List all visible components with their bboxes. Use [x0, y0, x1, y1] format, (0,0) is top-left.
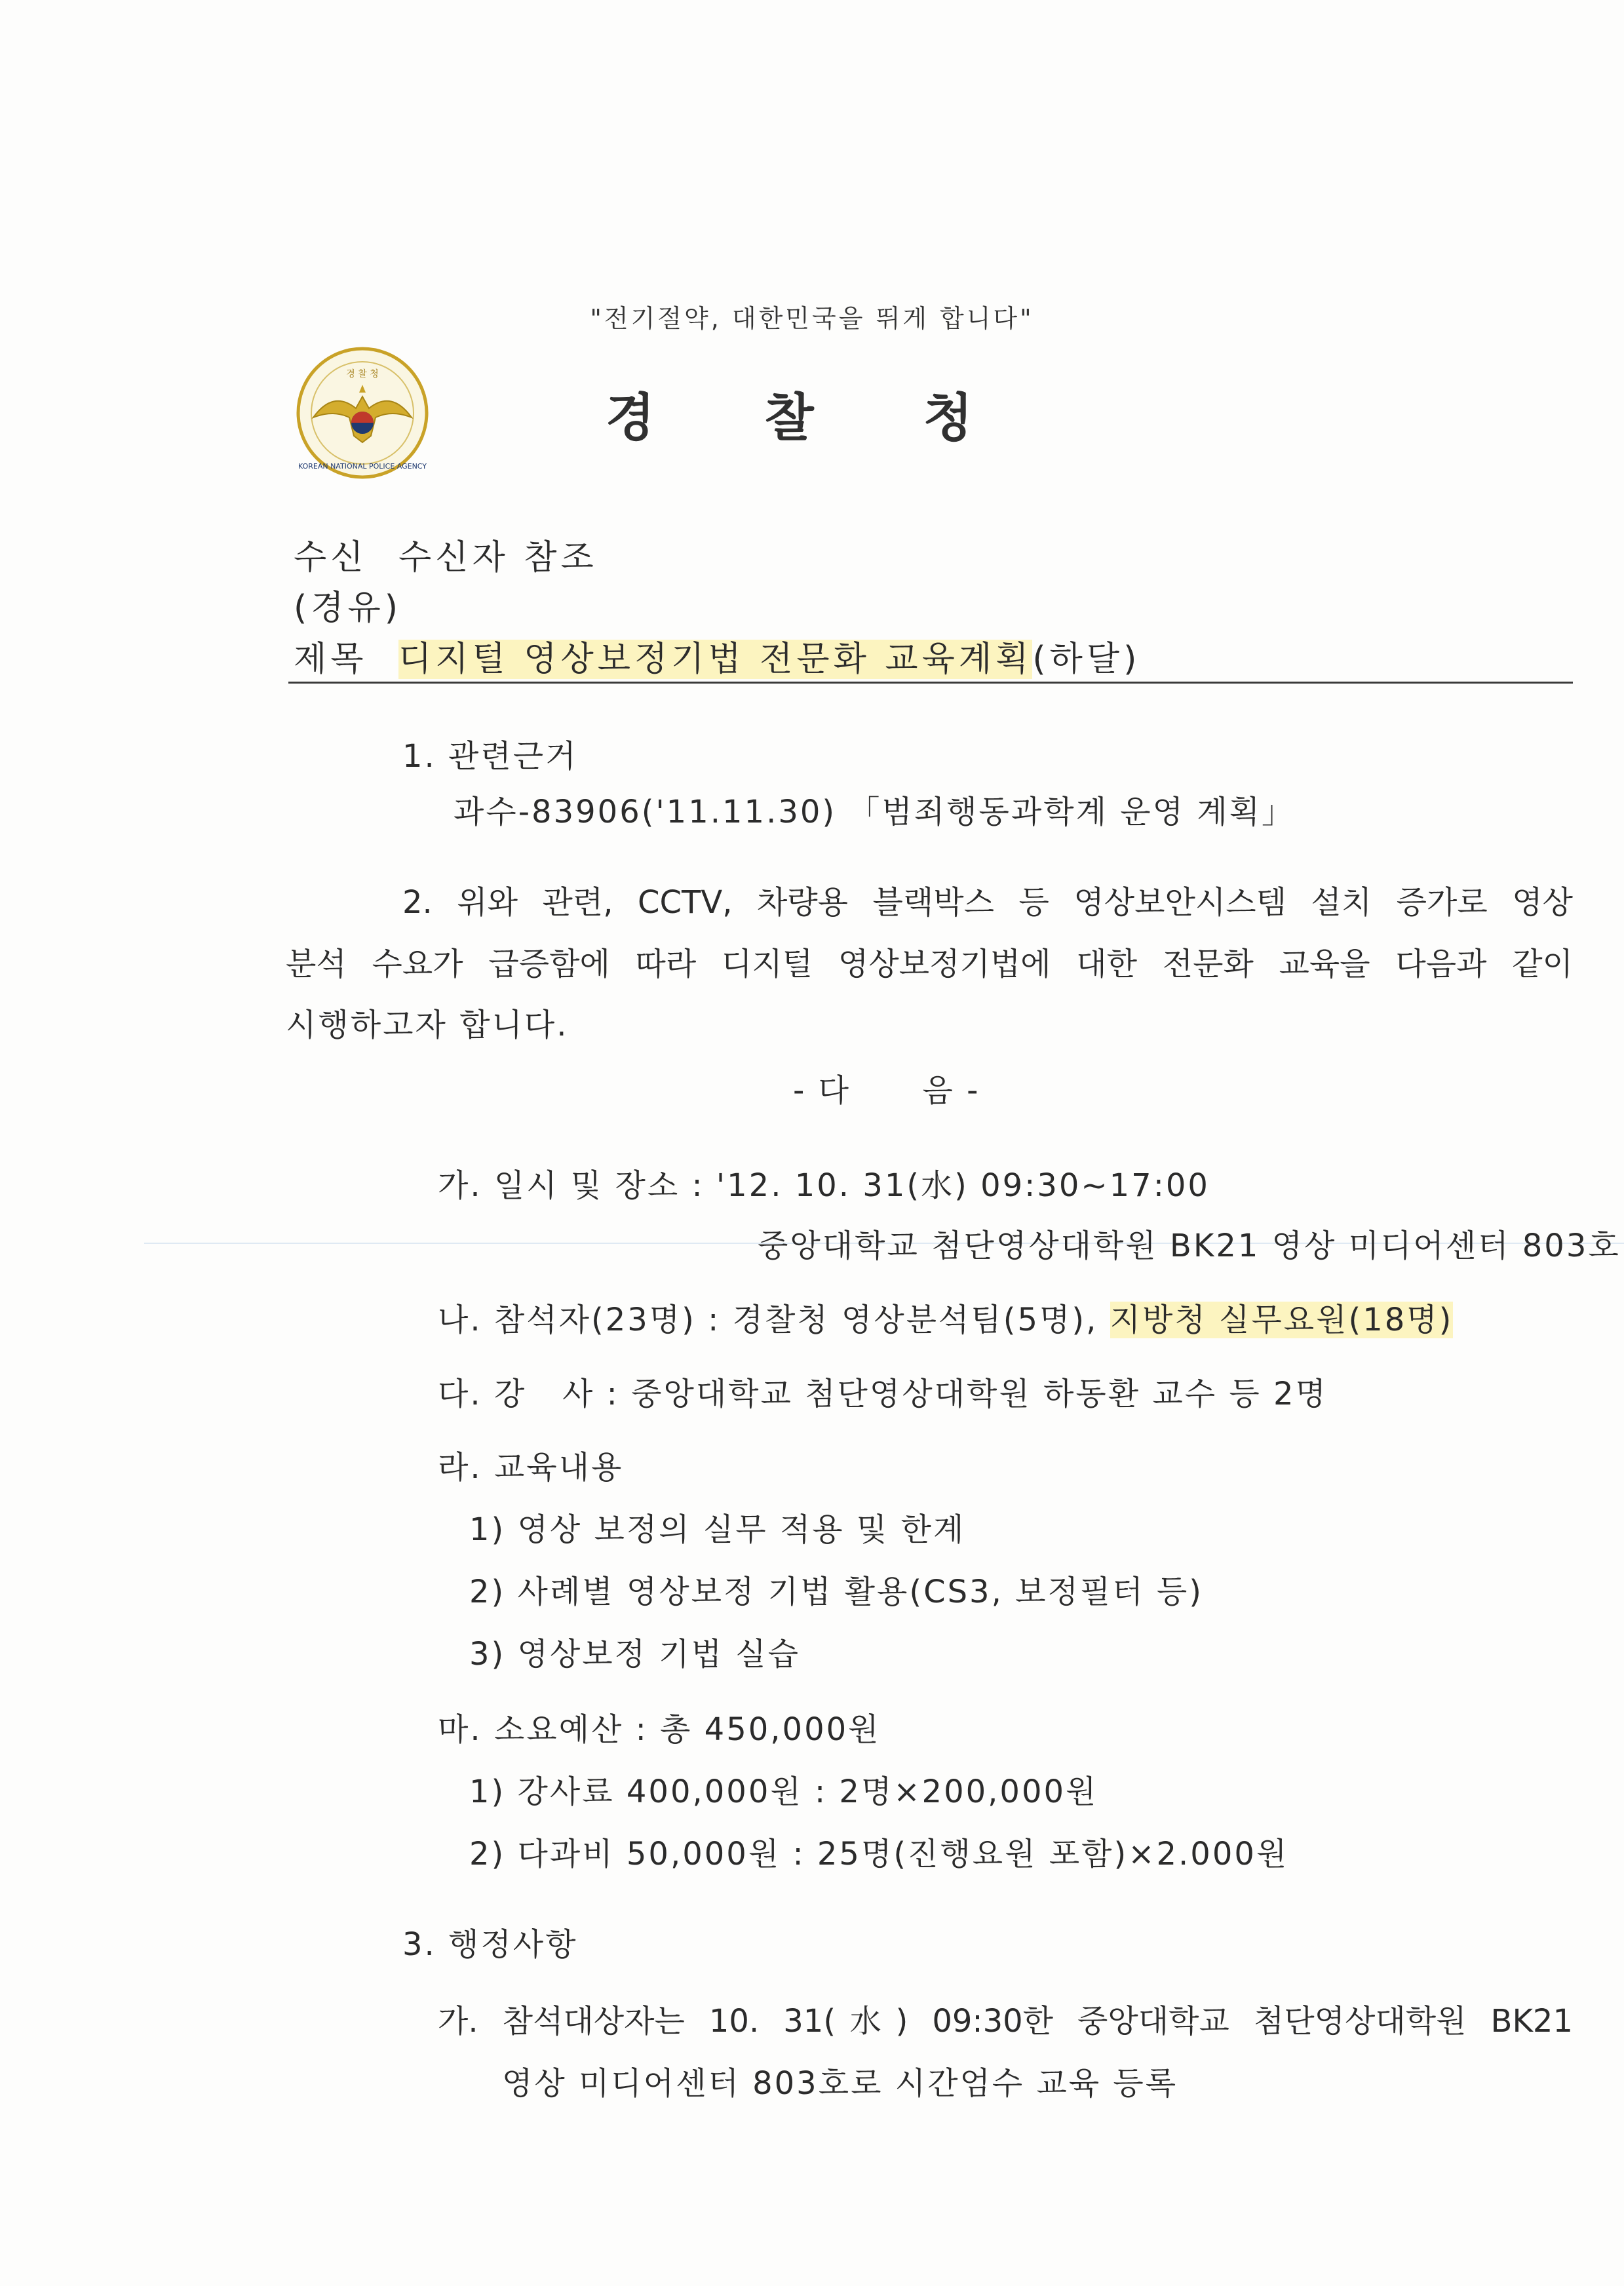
- item-na-highlight: 지방청 실무요원(18명): [1110, 1302, 1454, 1338]
- list-item: 2) 사례별 영상보정 기법 활용(CS3, 보정필터 등): [469, 1574, 1203, 1610]
- item-na: [438, 1294, 1453, 1340]
- recipient-line: [294, 530, 598, 579]
- section-1-title: 1. 관련근거: [402, 738, 578, 775]
- subject-value: 디지털 영상보정기법 전문화 교육계획: [398, 640, 1033, 679]
- section-3-title: 3. 행정사항: [402, 1926, 578, 1963]
- item-da: 다. 강 사 : 중앙대학교 첨단영상대학원 하동환 교수 등 2명: [438, 1376, 1328, 1412]
- item-ga-line-2: 중앙대학교 첨단영상대학원 BK21 영상 미디어센터 803호: [758, 1228, 1621, 1264]
- section-3-ga-line-1: 가. 참석대상자는 10. 31(水) 09:30한 중앙대학교 첨단영상대학원 BK21: [438, 2003, 1573, 2040]
- recipient-label: 수신: [294, 538, 368, 577]
- subject-label: 제목: [294, 640, 368, 679]
- item-na-text: 나. 참석자(23명) : 경찰청 영상분석팀(5명),: [438, 1302, 1110, 1338]
- subject-line: [294, 631, 1140, 680]
- emblem-ring-text: KOREAN NATIONAL POLICE AGENCY: [298, 462, 427, 471]
- item-ga-line-1: 가. 일시 및 장소 : '12. 10. 31(水) 09:30~17:00: [438, 1167, 1210, 1204]
- section-1-text: 과수-83906('11.11.30) 「범죄행동과학계 운영 계획」: [454, 794, 1295, 830]
- item-ra-title: 라. 교육내용: [438, 1449, 624, 1486]
- section-2-line-2: 분석 수요가 급증함에 따라 디지털 영상보정기법에 대한 전문화 교육을 다음과 같이: [286, 946, 1573, 982]
- list-item: 1) 강사료 400,000원 : 2명×200,000원: [469, 1773, 1098, 1810]
- subject-divider: [288, 682, 1573, 684]
- section-2-line-3: 시행하고자 합니다.: [286, 1007, 569, 1043]
- section-3-ga-line-2: 영상 미디어센터 803호로 시간엄수 교육 등록: [502, 2065, 1178, 2102]
- list-item: 3) 영상보정 기법 실습: [469, 1636, 800, 1673]
- item-ma-title: 마. 소요예산 : 총 450,000원: [438, 1711, 881, 1748]
- subject-suffix: (하달): [1032, 640, 1141, 679]
- recipient-value: 수신자 참조: [398, 538, 598, 577]
- slogan: "전기절약, 대한민국을 뛰게 합니다": [590, 304, 1034, 333]
- agency-title: 경 찰 청: [605, 389, 1019, 448]
- section-2-line-1: 2. 위와 관련, CCTV, 차량용 블랙박스 등 영상보안시스템 설치 증가로 영상: [402, 884, 1573, 921]
- list-item: 1) 영상 보정의 실무 적용 및 한계: [469, 1511, 966, 1548]
- list-item: 2) 다과비 50,000원 : 25명(진행요원 포함)×2.000원: [469, 1836, 1289, 1872]
- emblem-top-text: 경 찰 청: [346, 369, 379, 379]
- via-line: (경유): [294, 589, 402, 628]
- next-heading: - 다 음 -: [793, 1072, 980, 1109]
